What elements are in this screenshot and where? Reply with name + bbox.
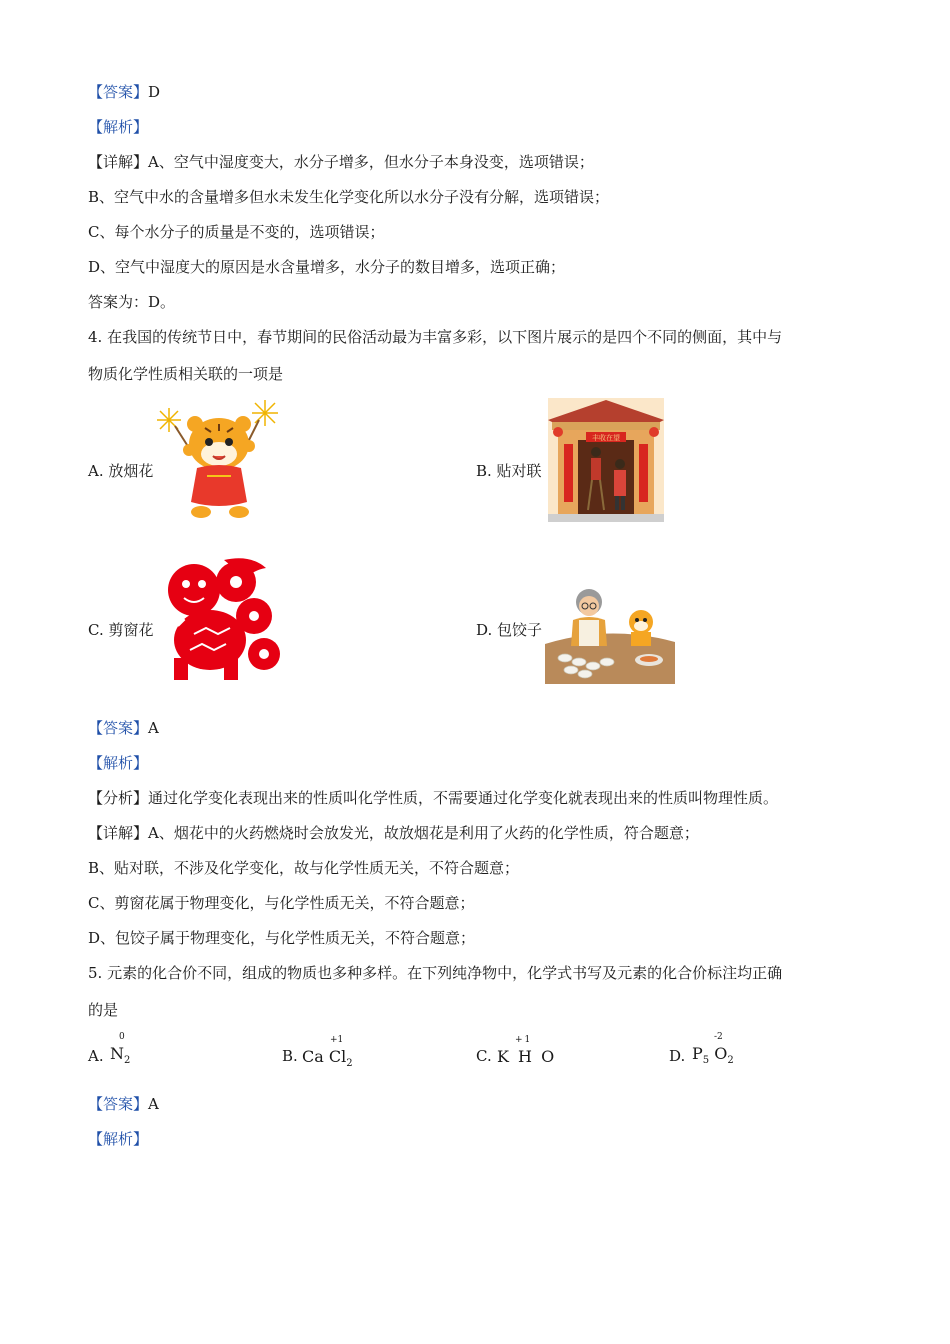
subscript: 2 <box>727 1055 734 1066</box>
dumplings-image <box>545 584 675 684</box>
q4-fenxi <box>88 788 778 808</box>
analysis-tag: 【解析】 <box>88 118 149 136</box>
q4-analysis-tag <box>88 753 148 773</box>
detail-tag: 【详解】 <box>88 153 149 171</box>
element-symbol: Cl <box>328 1047 347 1066</box>
subscript: 2 <box>124 1055 131 1066</box>
element-symbol: P <box>692 1044 703 1063</box>
q4-line-d: D、包饺子属于物理变化，与化学性质无关，不符合题意； <box>88 929 476 947</box>
q5-option-d-label: D. <box>669 1047 686 1065</box>
valence-mark: -2 <box>714 1032 723 1042</box>
q4-stem-line-2: 物质化学性质相关联的一项是 <box>88 365 284 383</box>
q4-answer <box>88 718 159 738</box>
q4-line-c: C、剪窗花属于物理变化，与化学性质无关，不符合题意； <box>88 894 475 912</box>
answer-tag: 【答案】 <box>88 1095 149 1113</box>
q5-option-a-formula <box>110 1032 131 1066</box>
q4-option-b-label: B. 贴对联 <box>476 462 542 480</box>
detail-text: A、烟花中的火药燃烧时会放发光，故放烟花是利用了火药的化学性质，符合题意； <box>148 824 699 842</box>
q4-stem-line-1: 4. 在我国的传统节日中，春节期间的民俗活动最为丰富多彩，以下图片展示的是四个不同的侧面，其中与 <box>88 328 783 346</box>
q4-detail-a <box>88 823 699 843</box>
q4-line-b: B、贴对联，不涉及化学变化，故与化学性质无关，不符合题意； <box>88 859 520 877</box>
paper-cut-image <box>154 554 288 684</box>
q4-option-c-label: C. 剪窗花 <box>88 621 154 639</box>
answer-value: A <box>148 719 159 737</box>
q4-option-d-label: D. 包饺子 <box>476 621 543 639</box>
element-symbol: N <box>110 1044 124 1063</box>
couplet-banner-text: 丰收在望 <box>592 434 620 442</box>
q3-final: 答案为：D。 <box>88 293 176 311</box>
q3-answer <box>88 82 160 102</box>
element-symbol: Ca <box>302 1047 324 1066</box>
tiger-fireworks-image <box>155 398 283 524</box>
analysis-tag: 【解析】 <box>88 754 149 772</box>
analysis-tag: 【解析】 <box>88 1130 149 1148</box>
couplet-door-image <box>548 398 664 522</box>
answer-tag: 【答案】 <box>88 719 149 737</box>
q5-stem-line-2: 的是 <box>88 1001 119 1019</box>
q5-stem-line-1: 5. 元素的化合价不同，组成的物质也多种多样。在下列纯净物中，化学式书写及元素的化合价标注均正确 <box>88 964 783 982</box>
q3-analysis-tag <box>88 117 148 137</box>
q5-option-b-formula <box>302 1035 353 1069</box>
valence-mark: +1 <box>515 1035 533 1045</box>
q5-answer <box>88 1094 159 1114</box>
answer-value: A <box>148 1095 159 1113</box>
q4-option-a-label: A. 放烟花 <box>88 462 154 480</box>
q5-option-c-label: C. <box>476 1047 492 1065</box>
q3-detail-a <box>88 152 594 172</box>
element-symbol: K <box>497 1047 511 1066</box>
valence-mark: +1 <box>330 1035 344 1045</box>
q5-option-a-label: A. <box>88 1047 104 1065</box>
q5-option-d-formula <box>692 1032 734 1066</box>
element-symbol: H <box>518 1047 534 1066</box>
fenxi-text: 通过化学变化表现出来的性质叫化学性质，不需要通过化学变化就表现出来的性质叫物理性质。 <box>148 789 779 807</box>
valence-mark: 0 <box>119 1032 125 1042</box>
q5-option-b-label: B. <box>282 1047 298 1065</box>
answer-tag: 【答案】 <box>88 83 149 101</box>
detail-tag: 【详解】 <box>88 824 149 842</box>
subscript: 5 <box>702 1055 710 1066</box>
answer-value: D <box>148 83 161 101</box>
element-symbol: O <box>541 1047 557 1066</box>
element-symbol: O <box>714 1044 728 1063</box>
detail-text: A、空气中湿度变大，水分子增多，但水分子本身没变，选项错误； <box>148 153 594 171</box>
q3-line-c: C、每个水分子的质量是不变的，选项错误； <box>88 223 385 241</box>
q3-line-d: D、空气中湿度大的原因是水含量增多，水分子的数目增多，选项正确； <box>88 258 566 276</box>
q5-analysis-tag <box>88 1129 148 1149</box>
subscript: 2 <box>346 1058 353 1069</box>
q5-option-c-formula <box>497 1035 557 1066</box>
fenxi-tag: 【分析】 <box>88 789 149 807</box>
q3-line-b: B、空气中水的含量增多但水未发生化学变化所以水分子没有分解，选项错误； <box>88 188 610 206</box>
